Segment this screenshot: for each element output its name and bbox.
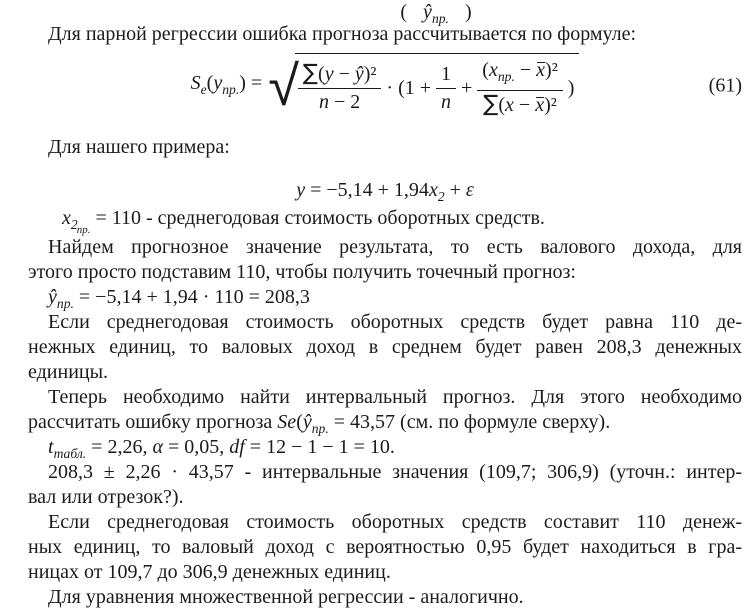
clipped-formula-fragment xyxy=(0,0,752,26)
formula-plus: + xyxy=(461,76,473,99)
intro-line: Для парной регрессии ошибка прогноза рассчитывается по формуле: xyxy=(48,23,637,45)
esli2-line-1: Если среднегодовая стоимость оборотных средств составит 110 денеж- xyxy=(48,511,742,533)
t-table-line: $t_{табл.} = 2,26$, α = 0,05, df = 12 − 1 − 1 = 10. xyxy=(48,436,395,461)
fraction-3: $\frac{(x_{np.} - x)^2}{\text{∑(x − x)²}}$ xyxy=(477,58,562,118)
naydem-line-1: Найдем прогнозное значение результата, то есть валового дохода, для xyxy=(48,236,742,258)
naydem-line-2: этого просто подставим 110, чтобы получить точечный прогноз: xyxy=(28,261,576,283)
formula-close-paren: ) xyxy=(567,76,575,99)
teper-line-2: рассчитать ошибку прогноза $Se(ŷ_{np.} = 43,57$ (см. по формуле сверху). xyxy=(28,411,611,436)
esli2-line-3: ницах от 109,7 до 306,9 денежных единиц. xyxy=(28,561,391,583)
example-heading: Для нашего примера: xyxy=(48,136,230,158)
model-equation: $y = -5,14 + 1,94x_2 + \varepsilon$ xyxy=(296,179,474,204)
x2-forecast-line: $x_{2np.} = 110$ - среднегодовая стоимость оборотных средств. xyxy=(62,207,545,236)
equation-number: (61) xyxy=(708,74,742,97)
interval-line-2: вал или отрезок?). xyxy=(28,486,184,508)
esli2-line-2: ных единиц, то валовый доход с вероятностью 0,95 будет находиться в гра- xyxy=(28,536,742,558)
formula-61-lhs: $S_e(y_{np.})$ = xyxy=(190,71,263,97)
clipped-formula-text: ( $ŷ_{np.}$ ) xyxy=(400,1,472,26)
radical-sign: √ xyxy=(268,54,299,119)
esli1-line-3: единицы. xyxy=(28,361,109,383)
fraction-1: $\frac{\text{∑(y − ŷ)²}}{n - 2}$ xyxy=(298,61,381,115)
formula-middle: · (1 + xyxy=(386,76,432,99)
esli1-line-1: Если среднегодовая стоимость оборотных средств будет равна 110 де- xyxy=(48,311,742,333)
radicand xyxy=(295,53,579,119)
point-forecast-line: $ŷ_{np.} = -5,14 + 1,94 \cdot 110 = 208,3$ xyxy=(48,286,310,311)
teper-line-1: Теперь необходимо найти интервальный прогноз. Для этого необходимо xyxy=(48,386,742,408)
formula-61-body xyxy=(191,53,580,119)
fraction-2: $\frac{1}{n}$ xyxy=(436,62,456,115)
square-root xyxy=(268,53,579,119)
final-line: Для уравнения множественной регрессии - аналогично. xyxy=(48,586,524,608)
interval-line-1: 208,3 ± 2,26 · 43,57 - интервальные значения (109,7; 306,9) (уточн.: интер- xyxy=(48,461,742,483)
esli1-line-2: нежных единиц, то валовых доход в среднем будет равен 208,3 денежных xyxy=(28,336,742,358)
formula-61 xyxy=(28,52,742,120)
